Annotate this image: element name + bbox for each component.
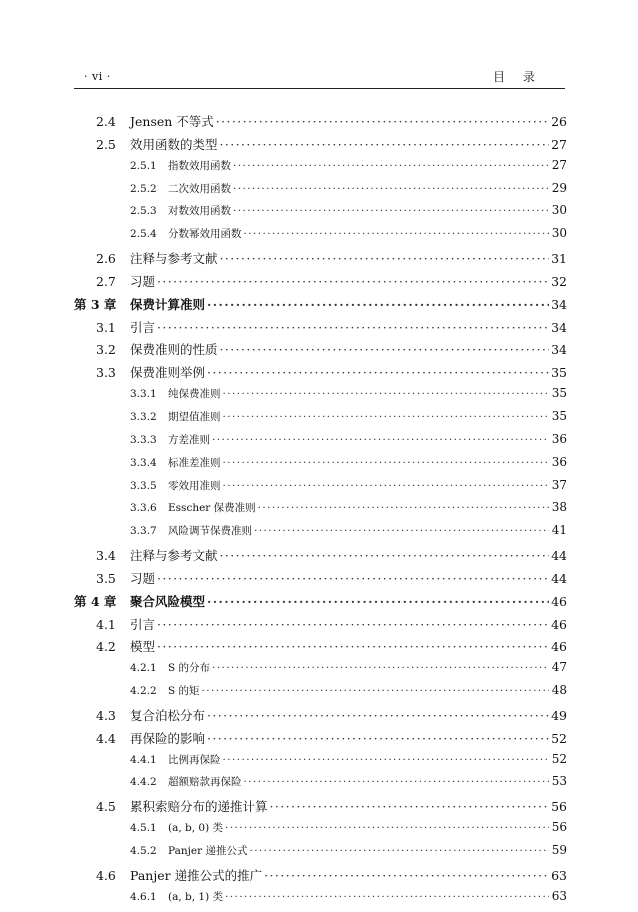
toc-entry-title: 纯保费准则: [168, 388, 221, 401]
toc-entry-title: 超额赔款再保险: [168, 776, 242, 789]
toc-entry-number: 4.5.1: [130, 822, 157, 835]
dot-leader: [220, 548, 549, 563]
page-number: · vi ·: [84, 70, 111, 83]
toc-entry-section[interactable]: [74, 797, 567, 820]
toc-entry-title: 比例再保险: [168, 753, 221, 766]
toc-entry-section[interactable]: [74, 340, 567, 363]
toc-entry-number: 3.3: [96, 365, 116, 381]
toc-entry-section[interactable]: [74, 363, 567, 386]
toc-entry-number: 4.5.2: [130, 845, 157, 857]
dot-leader: [157, 617, 549, 632]
toc-entry-number: 第 3 章: [74, 296, 117, 312]
dot-leader: [216, 114, 549, 129]
toc-entry-number: 3.3.5: [130, 479, 157, 492]
dot-leader: [270, 799, 549, 814]
toc-entry-number: 第 4 章: [74, 593, 117, 609]
toc-entry-number: 4.6: [96, 867, 116, 883]
toc-entry-title: Jensen 不等式: [130, 114, 214, 129]
dot-leader: [157, 320, 549, 335]
dot-leader: [212, 434, 549, 446]
toc-entry-title: 风险调节保费准则: [168, 525, 252, 538]
toc-entry-number: 4.2.2: [130, 685, 157, 698]
toc-entry-sub[interactable]: [74, 455, 567, 478]
toc-entry-number: 3.2: [96, 342, 116, 358]
toc-entry-title: 引言: [130, 616, 156, 632]
toc-entry-sub[interactable]: [74, 478, 567, 501]
toc-entry-sub[interactable]: [74, 386, 567, 409]
toc-entry-number: 2.5.3: [130, 205, 157, 218]
toc-entry-title: (a, b, 0) 类: [168, 822, 224, 835]
toc-entry-title: 零效用准则: [168, 479, 221, 492]
toc-entry-number: 2.5: [96, 136, 116, 152]
toc-entry-page: 63: [551, 867, 567, 883]
dot-leader: [233, 160, 549, 172]
toc-entry-number: 2.5.1: [130, 159, 157, 172]
toc-entry-sub[interactable]: [74, 523, 567, 546]
toc-entry-number: 3.3.3: [130, 433, 157, 446]
toc-entry-number: 4.4.1: [130, 753, 157, 766]
toc-entry-title: 习题: [130, 273, 156, 289]
toc-entry-sub[interactable]: [74, 181, 567, 204]
toc-entry-page: 46: [551, 593, 567, 609]
toc-entry-section[interactable]: [74, 637, 567, 660]
toc-entry-section[interactable]: [74, 706, 567, 729]
toc-entry-page: 35: [551, 365, 567, 381]
toc-entry-page: 44: [551, 570, 567, 586]
toc-entry-section[interactable]: [74, 615, 567, 638]
toc-entry-title: 累积索赔分布的递推计算: [130, 799, 268, 815]
toc-entry-sub[interactable]: [74, 226, 567, 249]
toc-entry-page: 30: [551, 203, 567, 218]
toc-entry-title: Esscher 保费准则: [168, 502, 256, 515]
toc-entry-chapter[interactable]: [74, 295, 567, 318]
toc-entry-page: 34: [551, 319, 567, 335]
toc-entry-page: 53: [551, 774, 567, 789]
toc-entry-number: 3.4: [96, 548, 116, 564]
dot-leader: [220, 137, 549, 152]
toc-entry-page: 27: [551, 136, 567, 152]
toc-entry-title: S 的分布: [168, 662, 211, 675]
toc-entry-sub[interactable]: [74, 889, 567, 912]
toc-entry-page: 52: [551, 730, 567, 746]
toc-entry-sub[interactable]: [74, 843, 567, 866]
toc-entry-number: 4.4: [96, 730, 116, 746]
dot-leader: [244, 228, 550, 240]
toc-entry-title: 标准差准则: [168, 456, 221, 469]
toc-entry-page: 35: [551, 386, 567, 401]
toc-entry-page: 30: [551, 226, 567, 241]
toc-entry-page: 44: [551, 548, 567, 564]
toc-entry-sub[interactable]: [74, 820, 567, 843]
toc-entry-number: 4.4.2: [130, 776, 157, 789]
dot-leader: [207, 365, 549, 380]
dot-leader: [207, 297, 549, 312]
dot-leader: [157, 571, 549, 586]
toc-entry-number: 2.5.4: [130, 228, 157, 241]
toc-entry-title: S 的矩: [168, 685, 200, 698]
toc-entry-page: 27: [551, 157, 567, 172]
toc-entry-page: 29: [551, 180, 567, 195]
toc-entry-page: 59: [551, 843, 567, 857]
toc-entry-title: (a, b, 1) 类: [168, 890, 224, 903]
dot-leader: [207, 731, 549, 746]
dot-leader: [223, 388, 550, 400]
toc-entry-title: 注释与参考文献: [130, 548, 218, 564]
toc-entry-page: 52: [551, 751, 567, 766]
toc-entry-page: 26: [551, 114, 567, 129]
toc-entry-number: 2.5.2: [130, 182, 157, 195]
dot-leader: [264, 868, 549, 883]
toc-entry-sub[interactable]: [74, 203, 567, 226]
dot-leader: [202, 685, 549, 697]
running-head: 目录: [492, 70, 553, 84]
toc-entry-number: 3.1: [96, 319, 116, 335]
toc-entry-section[interactable]: [74, 112, 567, 135]
toc-entry-chapter[interactable]: [74, 592, 567, 615]
toc-entry-title: 指数效用函数: [168, 159, 231, 172]
toc-entry-number: 3.5: [96, 570, 116, 586]
toc-entry-section[interactable]: [74, 569, 567, 592]
table-of-contents: [74, 112, 567, 912]
toc-entry-title: 方差准则: [168, 433, 210, 446]
toc-entry-page: 41: [551, 523, 567, 538]
toc-entry-section[interactable]: [74, 729, 567, 752]
toc-entry-title: 保费准则的性质: [130, 342, 218, 358]
toc-entry-title: 二次效用函数: [168, 182, 231, 195]
toc-entry-number: 3.3.2: [130, 410, 157, 423]
toc-entry-section[interactable]: [74, 546, 567, 569]
toc-entry-number: 3.3.1: [130, 388, 157, 401]
dot-leader: [233, 205, 549, 217]
toc-entry-title: 期望值准则: [168, 410, 221, 423]
toc-entry-title: 保费准则举例: [130, 365, 206, 381]
toc-entry-number: 2.6: [96, 251, 116, 267]
dot-leader: [244, 776, 550, 788]
toc-entry-title: 再保险的影响: [130, 730, 206, 746]
toc-entry-sub[interactable]: [74, 660, 567, 683]
dot-leader: [212, 662, 549, 674]
dot-leader: [225, 822, 549, 834]
dot-leader: [223, 457, 550, 469]
toc-entry-title: 注释与参考文献: [130, 251, 218, 267]
toc-entry-page: 63: [551, 888, 567, 903]
toc-entry-page: 34: [551, 296, 567, 312]
dot-leader: [157, 639, 549, 654]
toc-entry-number: 2.4: [96, 114, 116, 129]
dot-leader: [233, 183, 549, 195]
dot-leader: [207, 594, 549, 609]
toc-entry-title: 引言: [130, 319, 156, 335]
dot-leader: [220, 342, 549, 357]
toc-entry-page: 46: [551, 616, 567, 632]
toc-entry-title: 聚合风险模型: [130, 593, 206, 609]
dot-leader: [220, 251, 549, 266]
dot-leader: [254, 525, 549, 537]
toc-entry-title: Panjer 递推公式: [168, 845, 248, 857]
toc-entry-title: 保费计算准则: [130, 296, 206, 312]
dot-leader: [223, 480, 550, 492]
toc-entry-sub[interactable]: [74, 752, 567, 775]
toc-entry-page: 36: [551, 454, 567, 469]
dot-leader: [157, 274, 549, 289]
toc-entry-page: 38: [551, 500, 567, 515]
toc-entry-sub[interactable]: [74, 432, 567, 455]
toc-entry-section[interactable]: [74, 318, 567, 341]
toc-entry-sub[interactable]: [74, 158, 567, 181]
dot-leader: [258, 502, 549, 514]
toc-entry-page: 56: [551, 799, 567, 815]
toc-entry-title: 分数幂效用函数: [168, 228, 242, 241]
toc-entry-title: 习题: [130, 570, 156, 586]
toc-entry-title: 对数效用函数: [168, 205, 231, 218]
toc-entry-title: 模型: [130, 639, 156, 655]
page-header: [74, 66, 565, 89]
toc-entry-number: 2.7: [96, 273, 116, 289]
toc-entry-page: 34: [551, 342, 567, 358]
dot-leader: [223, 754, 550, 766]
toc-entry-number: 4.2: [96, 639, 116, 655]
toc-entry-number: 4.3: [96, 707, 116, 723]
toc-entry-title: 复合泊松分布: [130, 707, 206, 723]
toc-entry-title: 效用函数的类型: [130, 136, 218, 152]
toc-entry-number: 4.6.1: [130, 890, 157, 903]
toc-entry-page: 31: [551, 251, 567, 267]
toc-entry-section[interactable]: [74, 249, 567, 272]
dot-leader: [207, 708, 549, 723]
dot-leader: [225, 891, 549, 903]
toc-entry-page: 56: [551, 820, 567, 835]
toc-entry-page: 37: [551, 477, 567, 492]
toc-entry-page: 48: [551, 683, 567, 698]
toc-entry-number: 3.3.4: [130, 456, 157, 469]
dot-leader: [223, 411, 550, 423]
toc-entry-page: 36: [551, 431, 567, 446]
toc-entry-number: 3.3.6: [130, 502, 157, 515]
toc-entry-page: 35: [551, 408, 567, 423]
dot-leader: [249, 845, 549, 857]
toc-entry-sub[interactable]: [74, 774, 567, 797]
toc-entry-title: Panjer 递推公式的推广: [130, 867, 263, 883]
toc-entry-number: 4.2.1: [130, 662, 157, 675]
toc-entry-number: 4.5: [96, 799, 116, 815]
toc-entry-section[interactable]: [74, 866, 567, 889]
toc-entry-page: 49: [551, 707, 567, 723]
toc-entry-section[interactable]: [74, 135, 567, 158]
toc-entry-page: 32: [551, 273, 567, 289]
toc-entry-number: 3.3.7: [130, 525, 157, 538]
toc-entry-page: 47: [551, 660, 567, 675]
toc-entry-section[interactable]: [74, 272, 567, 295]
toc-entry-sub[interactable]: [74, 409, 567, 432]
toc-entry-number: 4.1: [96, 616, 116, 632]
toc-entry-sub[interactable]: [74, 500, 567, 523]
toc-entry-sub[interactable]: [74, 683, 567, 706]
toc-entry-page: 46: [551, 639, 567, 655]
